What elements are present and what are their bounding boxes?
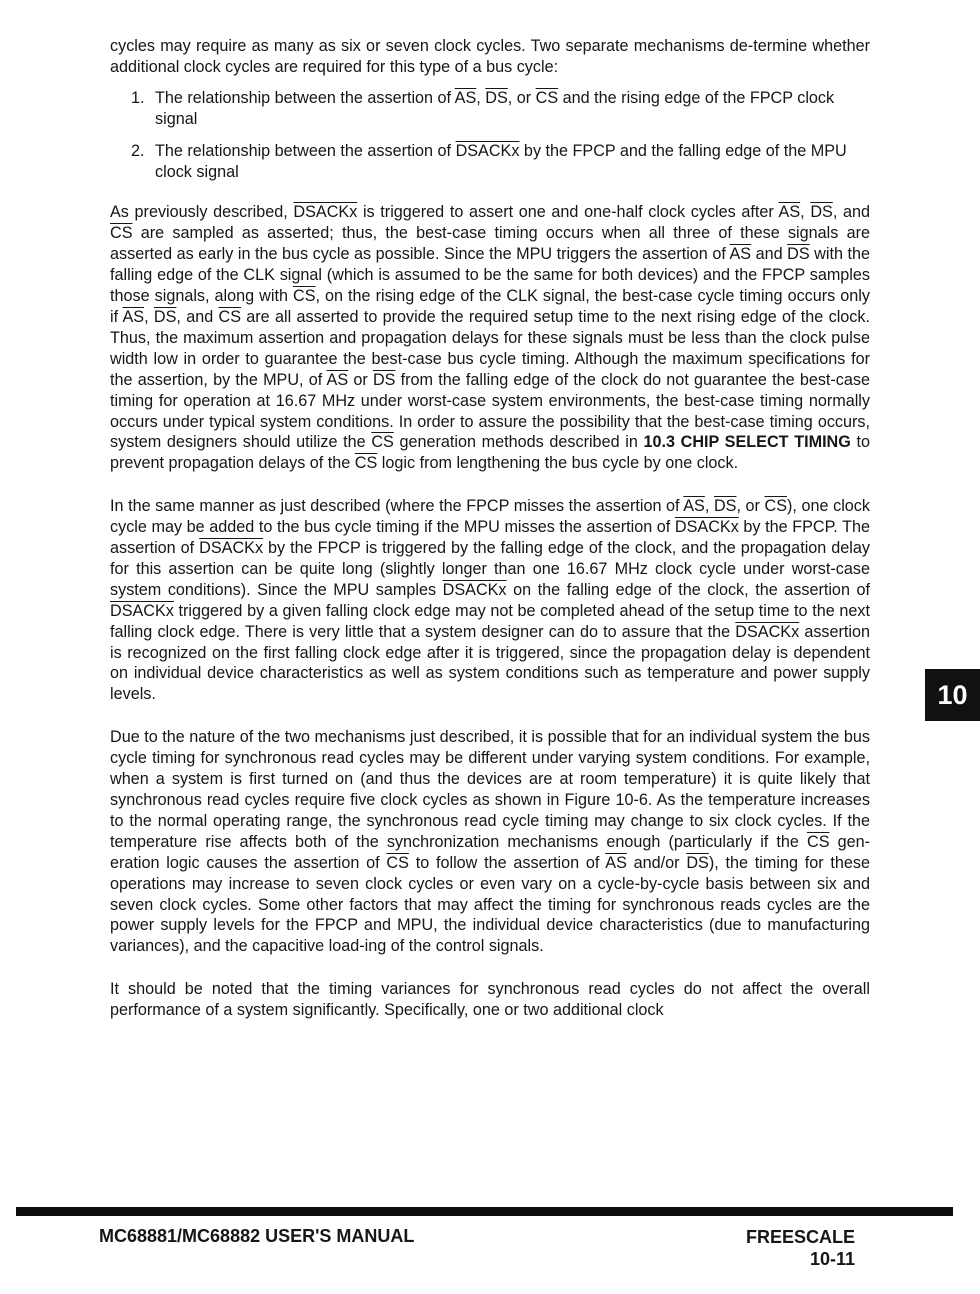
intro-paragraph: cycles may require as many as six or seven clock cycles. Two separate mechanisms de-termine whether additional clock cycles are required for this type of a bus cycle: — [110, 37, 870, 76]
signal-name: $\overline{DS}$ — [713, 497, 737, 516]
list-item-number: 2. — [131, 141, 145, 160]
section-reference: 10.3 CHIP SELECT TIMING — [643, 433, 851, 452]
page-number: 10-11 — [809, 1249, 855, 1269]
signal-name: $\overline{CS}$ — [110, 224, 133, 243]
signal-name: $\overline{DS}$ — [810, 203, 833, 222]
signal-name: $\overline{AS}$ — [605, 853, 627, 872]
signal-name: $\overline{DS}$ — [686, 853, 709, 872]
signal-name: $\overline{AS}$ — [683, 497, 705, 516]
signal-name: DSACKx — [293, 203, 358, 222]
signal-name: DSACKx — [110, 601, 174, 620]
page-body — [110, 36, 870, 1043]
signal-name: $\overline{DS}$ — [153, 307, 177, 326]
signal-name: $\overline{AS}$ — [778, 203, 801, 222]
signal-name: DSACKx — [455, 141, 520, 160]
signal-name: $\overline{AS}$ — [326, 370, 349, 389]
paragraph-timing-variation: Due to the nature of the two mechanisms just described, it is possible that for an individual system the bus cycle timing for synchronous read cycles may be different under varying system conditions. For example, when a system is first turned on (and thus the devices are at room temperature) it is quite likely that synchronous read cycles require five clock cycles as shown in Figure 10-6. As the temperature increases to the normal operating range, the synchronous read cycle timing may change to six clock cycles. If the temperature rise affects both of the synchronization mechanisms enough (particularly if the $\overline{CS}$ gen-eration logic causes the assertion of $\overline{CS}$ to follow the assertion of $\overline{AS}$ and/or $\overline{DS}$), the timing for these operations may increase to seven clock cycles or even vary on a cycle-by-cycle basis between six and seven clock cycles. Some other factors that may affect the timing for synchronous reads cycles are the power supply levels for the FPCP and MPU, the individual device characteristics (due to manufacturing variances), and the capacitive load-ing of the control signals. — [110, 728, 870, 956]
footer-right-block — [731, 1226, 855, 1270]
chapter-tab: 10 — [925, 669, 980, 721]
signal-name: DSACKx — [674, 518, 739, 537]
signal-name: $\overline{CS}$ — [807, 832, 830, 851]
paragraph-dsack-timing: In the same manner as just described (where the FPCP misses the assertion of $\overline{AS}$, $\overline{DS}$, or $\overline{CS}$), one clock cycle may be added to the bus cycle timing if the MPU misses the assertion of DSACKx by the FPCP. The assertion of DSACKx by the FPCP is triggered by the falling edge of the clock, and the propagation delay for this assertion can be quite long (slightly longer than one 16.67 MHz clock cycle under worst-case system conditions). Since the MPU samples DSACKx on the falling edge of the clock, the assertion of DSACKx triggered by a given falling clock edge may not be completed ahead of the setup time to the next falling clock edge. There is very little that a system designer can do to assure that the DSACKx assertion is recognized on the first falling clock edge after it is triggered, since the propagation delay is dependent on individual device characteristics as well as system conditions such as temperature and power supply levels. — [110, 497, 871, 704]
company-name: FREESCALE — [745, 1227, 855, 1247]
list-item — [110, 141, 870, 183]
signal-name: $\overline{CS}$ — [371, 433, 394, 452]
signal-name: $\overline{AS}$ — [454, 88, 477, 107]
signal-name: $\overline{CS}$ — [535, 88, 559, 107]
footer-rule — [16, 1207, 953, 1216]
paragraph-performance-note: It should be noted that the timing variances for synchronous read cycles do not affect the overall performance of a system significantly. Specifically, one or two additional clock — [110, 980, 870, 1020]
signal-name: DSACKx — [442, 580, 507, 599]
signal-name: $\overline{AS}$ — [122, 307, 145, 326]
signal-name: $\overline{DS}$ — [372, 370, 396, 389]
signal-name: $\overline{DS}$ — [787, 245, 810, 264]
mechanism-list — [110, 88, 870, 183]
signal-name: $\overline{CS}$ — [386, 853, 409, 872]
signal-name: DSACKx — [199, 539, 264, 558]
signal-name: $\overline{CS}$ — [293, 287, 316, 306]
manual-title: MC68881/MC68882 USER'S MANUAL — [99, 1226, 415, 1246]
signal-name: $\overline{CS}$ — [764, 497, 788, 516]
signal-name: DSACKx — [735, 622, 800, 641]
list-item — [110, 88, 870, 130]
list-item-text: The relationship between the assertion of DSACKx by the FPCP and the falling edge of the MPU clock signal — [155, 141, 847, 181]
paragraph-best-case-timing: As previously described, DSACKx is triggered to assert one and one-half clock cycles after $\overline{AS}$, $\overline{DS}$, and $\overline{CS}$ are sampled as asserted; thus, the best-case timing occurs when all three of these signals are asserted as early in the bus cycle as possible. Since the MPU triggers the assertion of $\overline{AS}$ and $\overline{DS}$ with the falling edge of the CLK signal (which is assumed to be the same for both devices) and the FPCP samples those signals, along with $\overline{CS}$, on the rising edge of the CLK signal, the best-case cycle timing occurs only if $\overline{AS}$, $\overline{DS}$, and $\overline{CS}$ are all asserted to provide the required setup time to the next rising edge of the clock. Thus, the maximum assertion and propagation delays for these signals must be less than the clock pulse width low in order to guarantee the best-case bus cycle timing. Although the maximum specifications for the assertion, by the MPU, of $\overline{AS}$ or $\overline{DS}$ from the falling edge of the clock do not guarantee the best-case timing for operation at 16.67 MHz under worst-case system environments, the best-case timing normally occurs under typical system conditions. In order to assure the possibility that the best-case timing occurs, system designers should utilize the $\overline{CS}$ generation methods described in 10.3 CHIP SELECT TIMING to prevent propagation delays of the $\overline{CS}$ logic from lengthening the bus cycle by one clock. — [110, 203, 870, 473]
list-item-number: 1. — [131, 88, 145, 107]
signal-name: $\overline{AS}$ — [729, 245, 752, 264]
list-item-text: The relationship between the assertion of $\overline{AS}$, $\overline{DS}$, or $\overline{CS}$ and the rising edge of the FPCP clock signal — [155, 88, 835, 128]
signal-name: $\overline{DS}$ — [485, 88, 508, 107]
signal-name: $\overline{CS}$ — [218, 307, 241, 326]
signal-name: $\overline{CS}$ — [354, 454, 378, 473]
